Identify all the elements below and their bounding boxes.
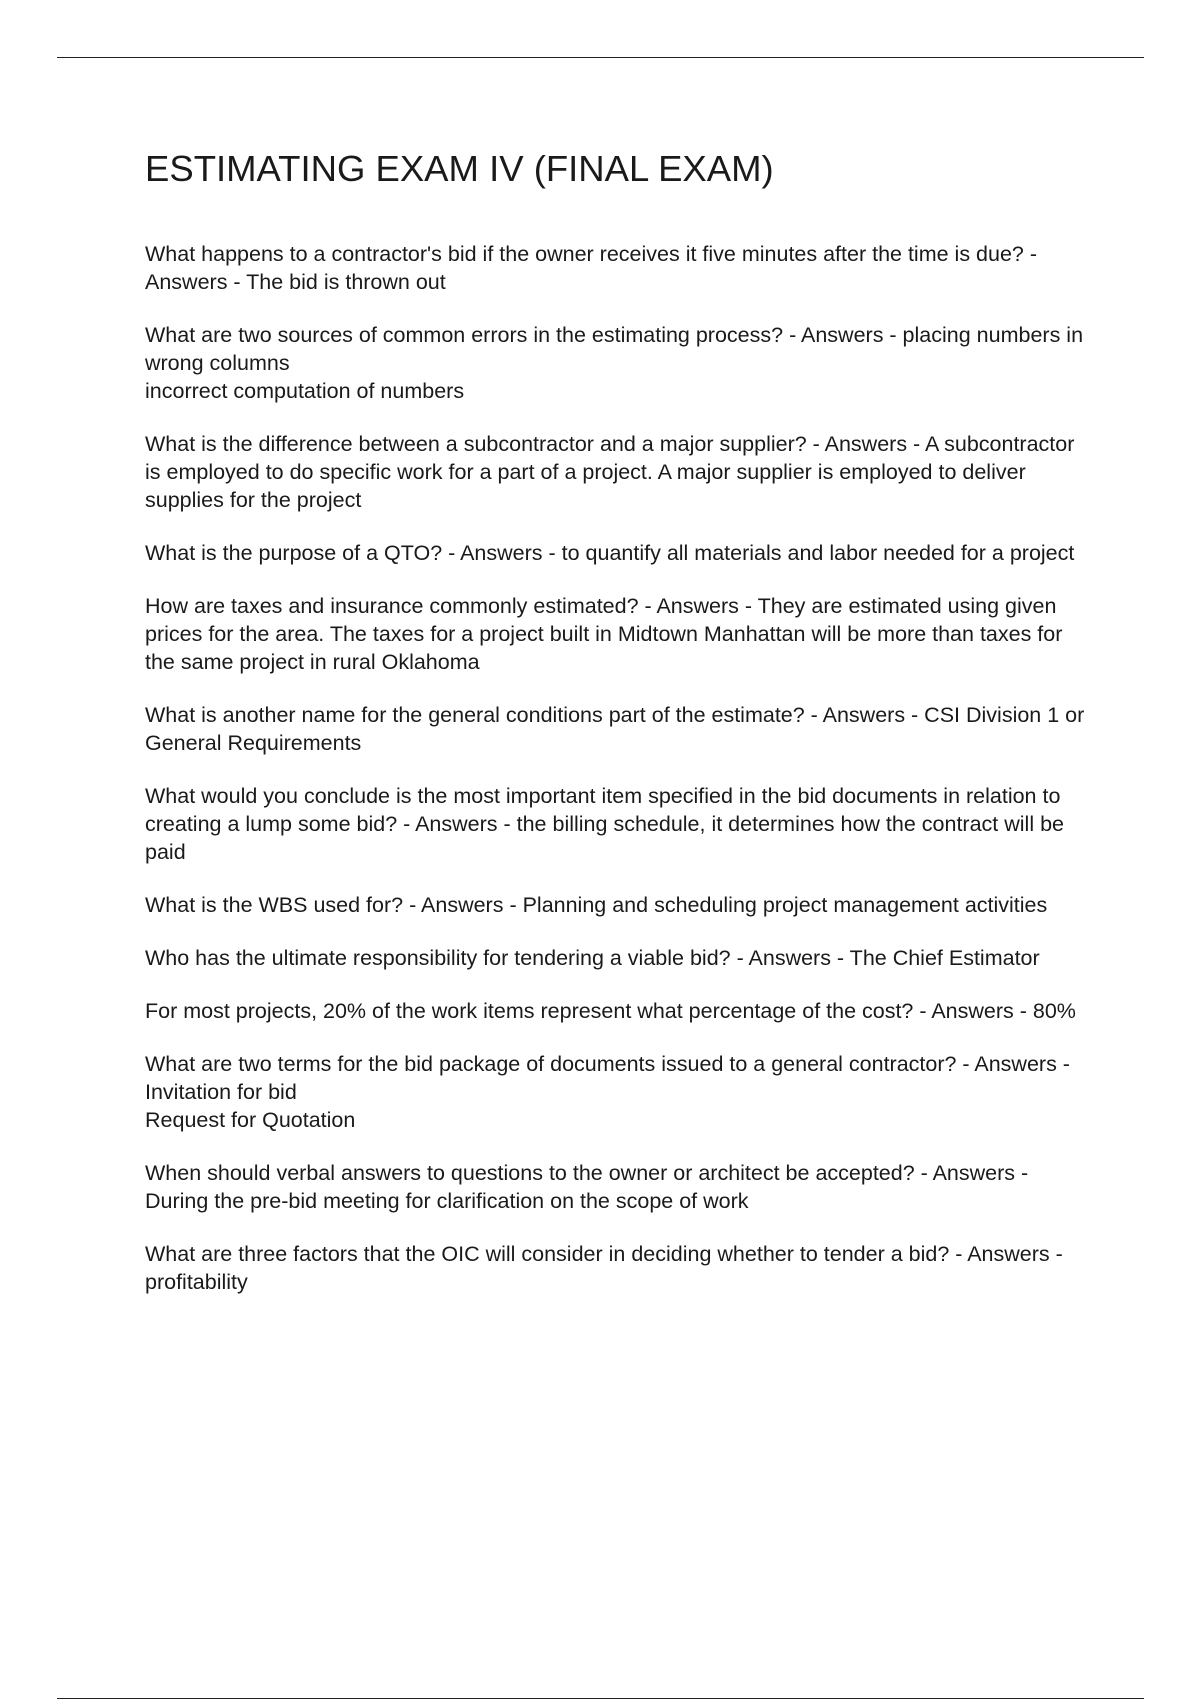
qa-item: What is the WBS used for? - Answers - Planning and scheduling project management activities (145, 893, 1048, 917)
qa-item: What would you conclude is the most important item specified in the bid documents in relation to creating a lump some bid? - Answers - the billing schedule, it determines how the contract will be paid (145, 784, 1064, 864)
qa-item: How are taxes and insurance commonly estimated? - Answers - They are estimated using given prices for the area. The taxes for a project built in Midtown Manhattan will be more than taxes for the same project in rural Oklahoma (145, 594, 1063, 674)
qa-item: What is the purpose of a QTO? - Answers - to quantify all materials and labor needed for a project (145, 541, 1075, 565)
bottom-divider (57, 1698, 1144, 1699)
qa-item: What is another name for the general conditions part of the estimate? - Answers - CSI Division 1 or General Requirements (145, 703, 1085, 755)
qa-item: Who has the ultimate responsibility for tendering a viable bid? - Answers - The Chief Estimator (145, 946, 1040, 970)
qa-item: What are three factors that the OIC will consider in deciding whether to tender a bid? - Answers - profitability (145, 1242, 1063, 1294)
qa-item: What are two sources of common errors in the estimating process? - Answers - placing numbers in wrong columns incorrect computation of numbers (145, 323, 1084, 403)
qa-item: What is the difference between a subcontractor and a major supplier? - Answers - A subcontractor is employed to do specific work for a part of a project. A major supplier is employed to deliver supplies for the project (145, 432, 1075, 512)
qa-item: For most projects, 20% of the work items represent what percentage of the cost? - Answers - 80% (145, 999, 1076, 1023)
qa-item: What are two terms for the bid package of documents issued to a general contractor? - Answers - Invitation for bid Request for Quotation (145, 1052, 1070, 1132)
document-body (145, 148, 1095, 1321)
document-title: ESTIMATING EXAM IV (FINAL EXAM) (145, 148, 774, 189)
qa-item: When should verbal answers to questions to the owner or architect be accepted? - Answers - During the pre-bid meeting for clarification on the scope of work (145, 1161, 1029, 1213)
top-divider (57, 57, 1144, 58)
qa-item: What happens to a contractor's bid if the owner receives it five minutes after the time is due? - Answers - The bid is thrown out (145, 242, 1038, 294)
